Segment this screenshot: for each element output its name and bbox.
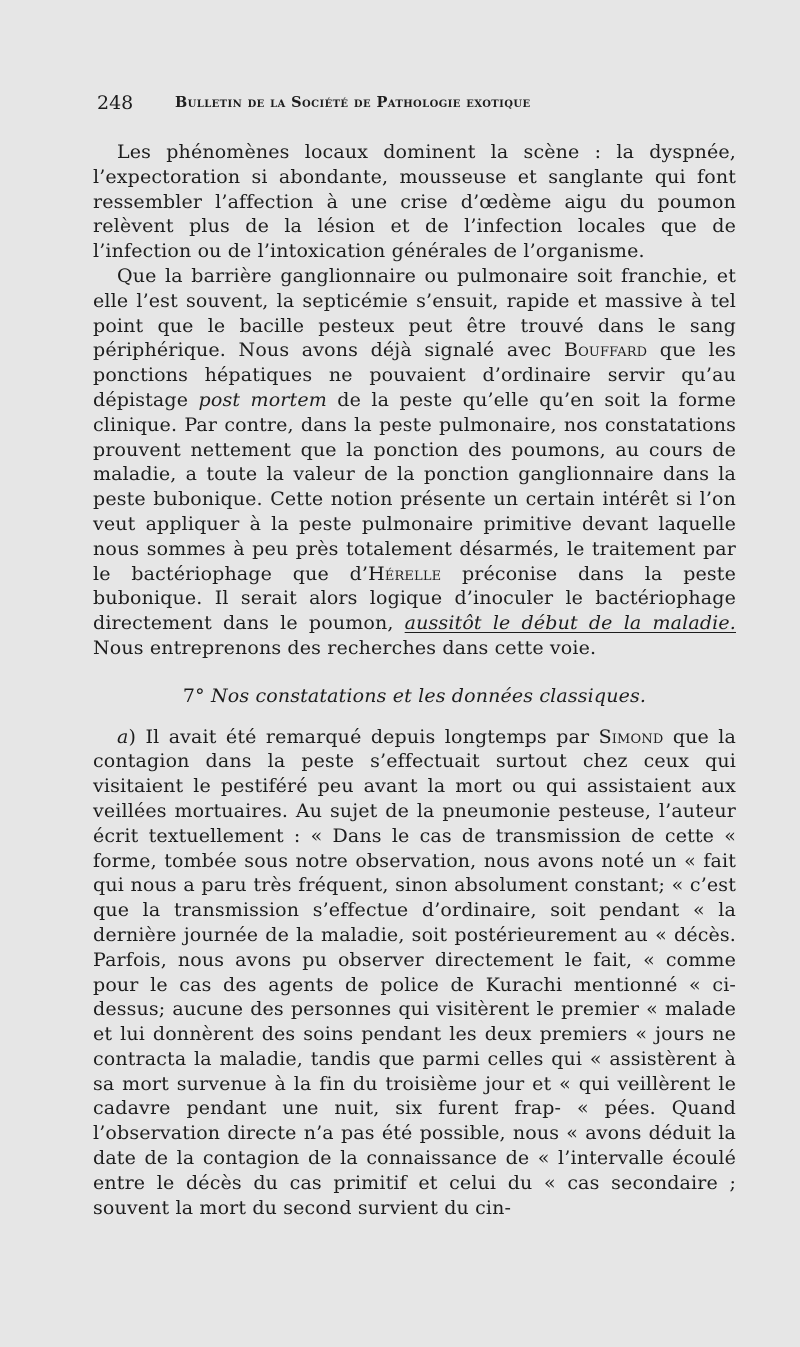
section-heading [93,684,736,709]
text-run: Nous entreprenons des recherches dans cette voie. [93,636,597,659]
text-run: que les ponctions hépatiques ne pouvaient d’ordinaire servir qu’au dépistage [93,339,736,411]
emphasized-phrase: aussitôt le début de la maladie. [404,612,736,635]
text-run: préconise dans la peste bubonique. Il serait alors logique d’inoculer le bactériophage directement dans le poumon, [93,562,736,635]
paragraph-contagion [93,725,736,1221]
author-name: Hérelle [368,562,442,585]
item-paren: ) [128,725,146,748]
text-run: que la contagion dans la peste s’effectuait surtout chez ceux qui visitaient le pestiféré peu avant la mort ou qui assistaient aux veillées mortuaires. Au sujet de la pneumonie pesteuse, l’auteur écrit textuellement : « Dans le cas de transmission de cette « forme, tombée sous notre observation, nous avons noté un « fait qui nous a paru très fréquent, sinon absolument constant; « c’est que la transmission s’effectue d’ordinaire, soit pendant « la dernière journée de la maladie, soit postérieurement au « décès. Parfois, nous avons pu observer directement le fait, « comme pour le cas des agents de police de Kurachi mentionné « ci-dessus; aucune des personnes qui visitèrent le premier « malade et lui donnèrent des soins pendant les deux premiers « jours ne contracta la maladie, tandis que parmi celles qui « assistèrent à sa mort survenue à la fin du troisième jour et « qui veillèrent le cadavre pendant une nuit, six furent frap- « pées. Quand l’observation directe n’a pas été possible, nous « avons déduit la date de la contagion de la connaissance de « l’intervalle écoulé entre le décès du cas primitif et celui du « cas secondaire ; souvent la mort du second survient du cin- [93,725,736,1219]
running-title: Bulletin de la Société de Pathologie exotique [175,94,531,111]
section-number: 7° [182,684,205,707]
text-run: Il avait été remarqué depuis longtemps par [145,725,599,748]
text-run: Que la barrière ganglionnaire ou pulmonaire soit franchie, et elle l’est souvent, la septicémie s’ensuit, rapide et massive à tel point que le bacille pesteux peut être trouvé dans le sang périphérique. Nous avons déjà signalé avec [93,264,736,362]
italic-term: post mortem [198,388,327,411]
paragraph-text: Les phénomènes locaux dominent la scène : la dyspnée, l’expectoration si abondante, mousseuse et sanglante qui font ressembler l’affection à une crise d’œdème aigu du poumon relèvent plus de la lésion et de l’infection locales que de l’infection ou de l’intoxication générales de l’organisme. [93,141,736,263]
paragraph-septicemia [93,264,736,661]
page-number: 248 [97,92,134,114]
paragraph-local-phenomena [93,140,736,264]
section-title-text: Nos constatations et les données classiques. [204,684,647,707]
item-label: a [117,725,129,748]
page-body [93,140,736,1220]
author-name: Simond [598,725,664,748]
text-run: de la peste qu’elle qu’en soit la forme clinique. Par contre, dans la peste pulmonaire, nos constatations prouvent nettement que la ponction des poumons, au cours de maladie, a toute la valeur de la ponction ganglionnaire dans la peste bubonique. Cette notion présente un certain intérêt si l’on veut appliquer à la peste pulmonaire primitive devant laquelle nous sommes à peu près totalement désarmés, le traitement par le bactériophage que d’ [93,388,736,585]
author-name: Bouffard [563,339,648,362]
